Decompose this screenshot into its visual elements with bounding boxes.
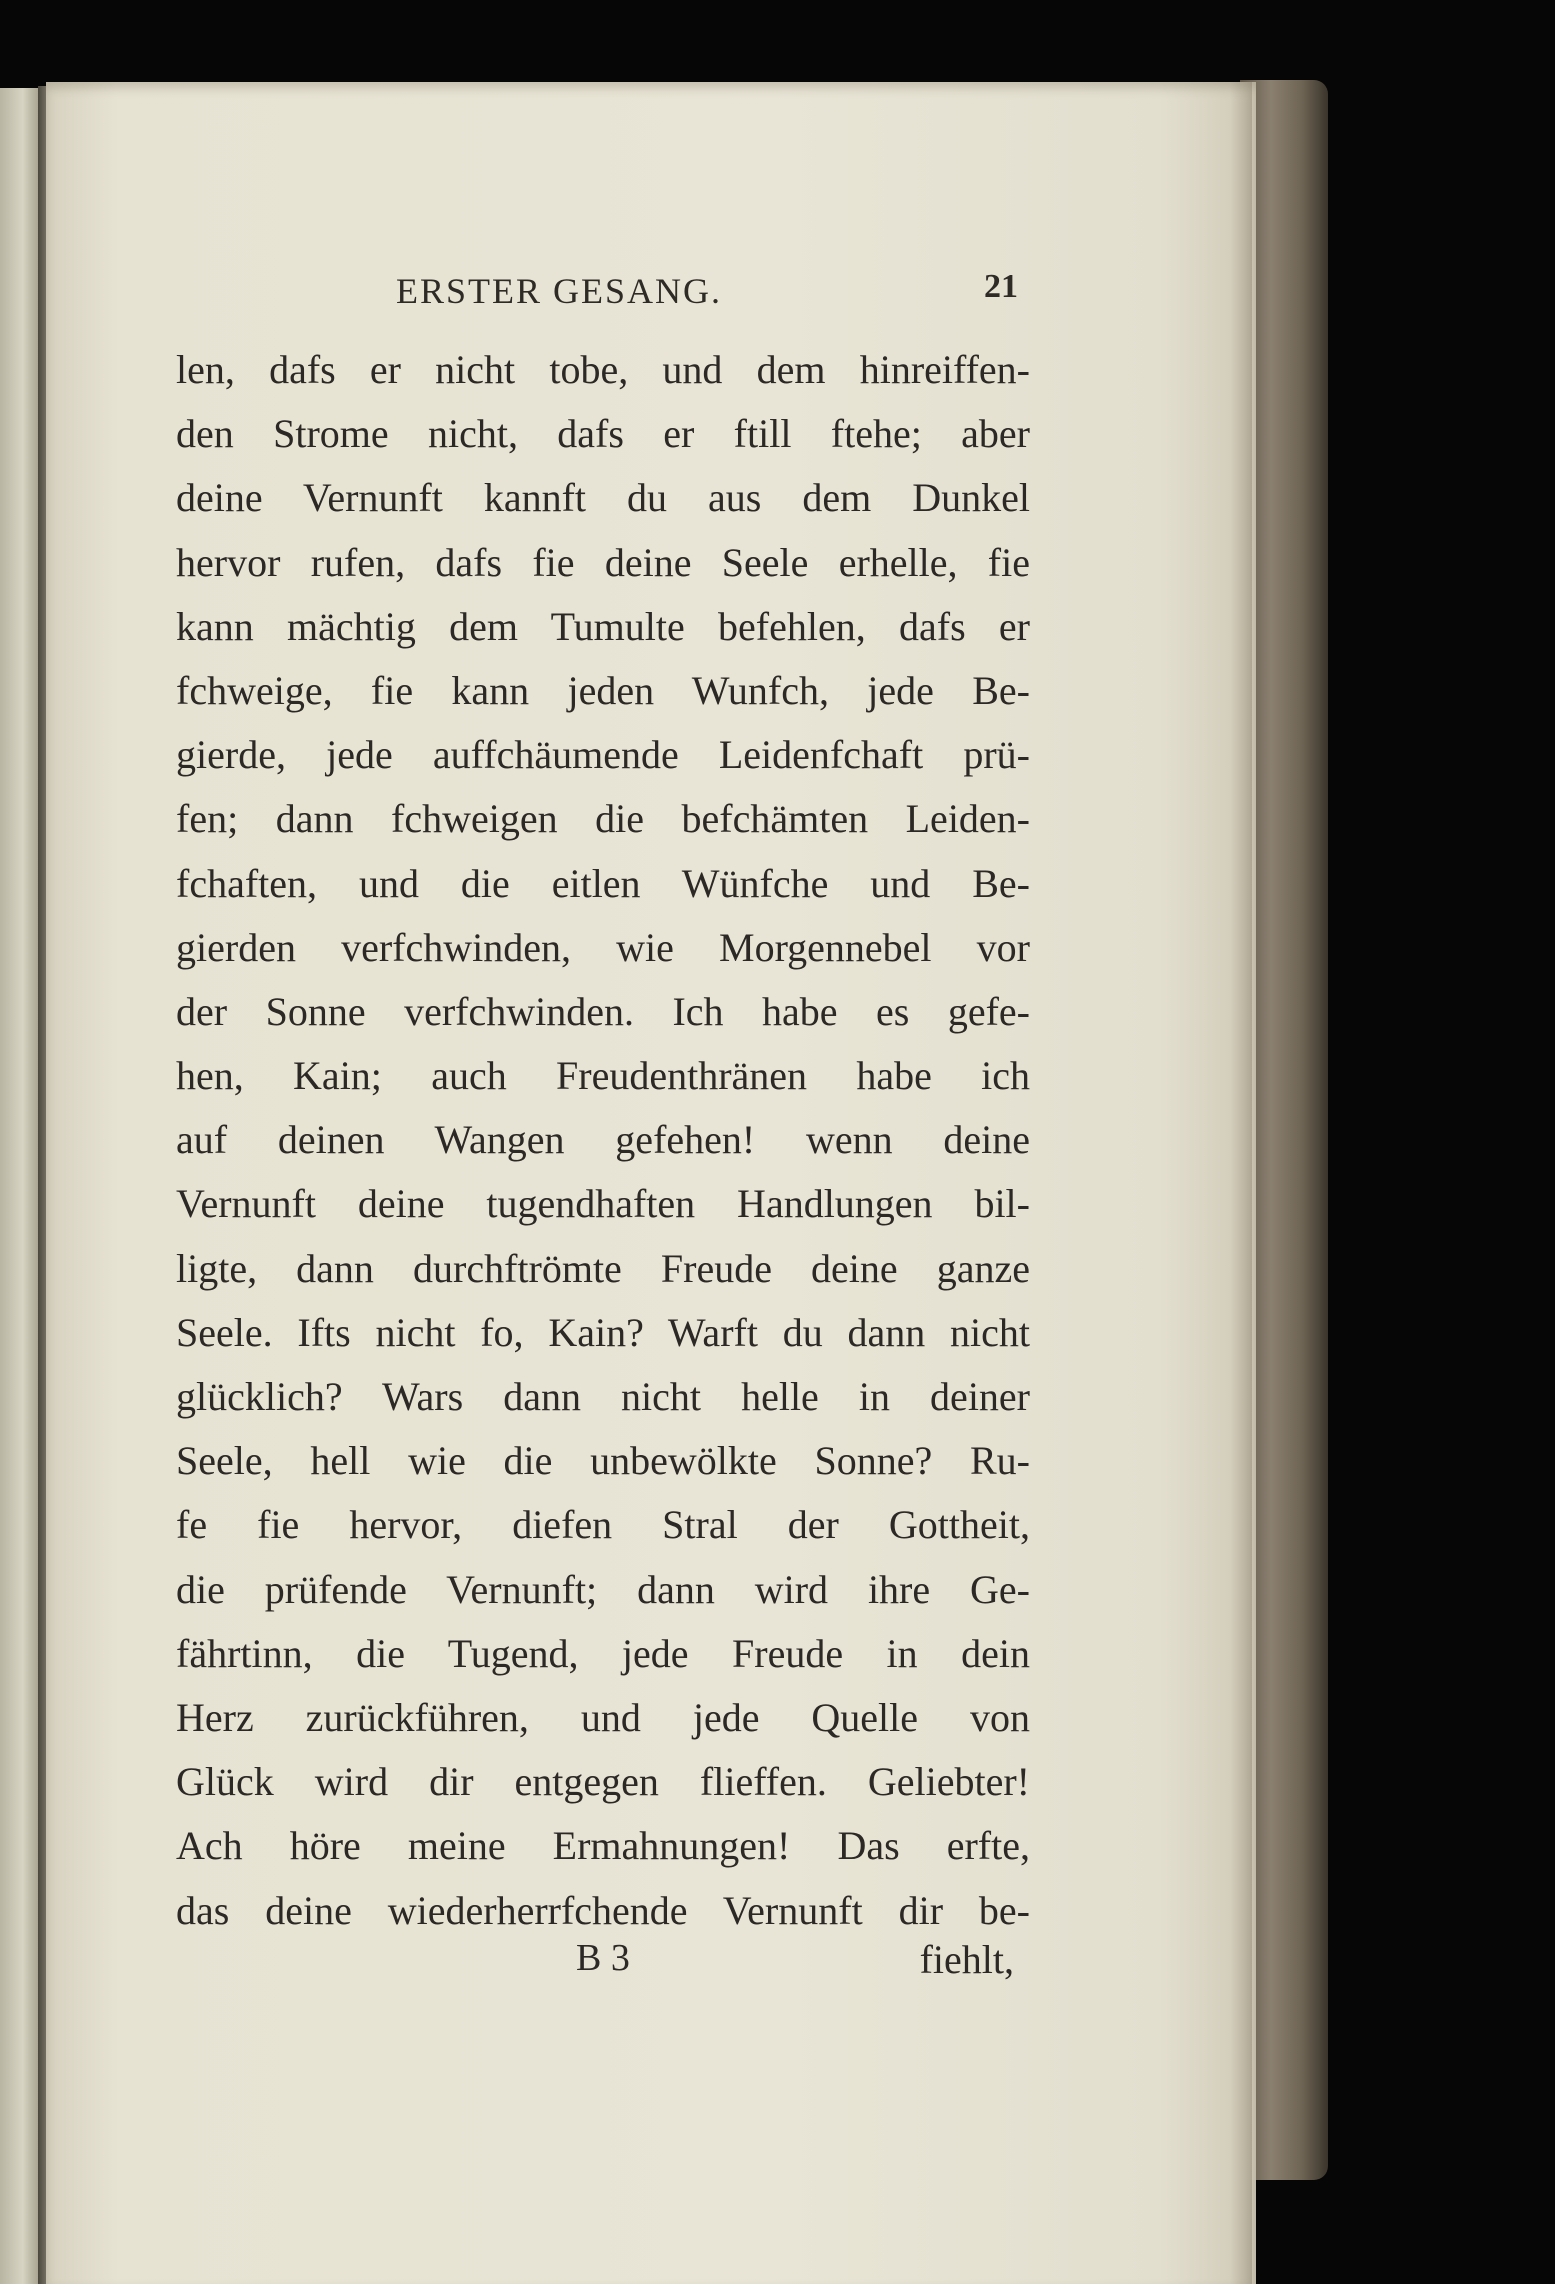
text-line: Seele, hell wie die unbewölkte Sonne? Ru- (176, 1438, 1030, 1484)
page-number: 21 (984, 268, 1018, 305)
text-line: fen; dann fchweigen die befchämten Leiden- (176, 796, 1030, 842)
text-line: das deine wiederherrfchende Vernunft dir be- (176, 1887, 1030, 1933)
facing-page-edge (0, 88, 38, 2284)
body-text (176, 338, 1030, 1943)
text-line: Seele. Ifts nicht fo, Kain? Warft du dann nicht (176, 1309, 1030, 1355)
signature-mark: B 3 (576, 1937, 630, 1979)
text-line: glücklich? Wars dann nicht helle in deiner (176, 1374, 1030, 1419)
text-line: fährtinn, die Tugend, jede Freude in dein (176, 1630, 1030, 1676)
catchword: fiehlt, (919, 1937, 1014, 1982)
text-line: gierden verfchwinden, wie Morgennebel vor (176, 924, 1030, 970)
text-line: Herz zurückführen, und jede Quelle von (176, 1694, 1030, 1740)
page-edge-shadow (1230, 82, 1252, 2284)
text-line: hen, Kain; auch Freudenthränen habe ich (176, 1053, 1030, 1099)
running-head-title: ERSTER GESANG. (396, 271, 723, 311)
page-footer (176, 1930, 1030, 1990)
text-line: die prüfende Vernunft; dann wird ihre Ge- (176, 1566, 1030, 1612)
text-line: gierde, jede auffchäumende Leidenfchaft prü- (176, 732, 1030, 778)
text-line: auf deinen Wangen gefehen! wenn deine (176, 1117, 1030, 1163)
text-line: fchweige, fie kann jeden Wunfch, jede Be- (176, 667, 1030, 713)
text-line: den Strome nicht, dafs er ftill ftehe; aber (176, 411, 1030, 457)
text-line: len, dafs er nicht tobe, und dem hinreiffen- (176, 347, 1030, 392)
text-line: Vernunft deine tugendhaften Handlungen bil- (176, 1181, 1030, 1227)
text-line: kann mächtig dem Tumulte befehlen, dafs er (176, 603, 1030, 649)
text-line: Ach höre meine Ermahnungen! Das erfte, (176, 1823, 1030, 1869)
text-line: hervor rufen, dafs fie deine Seele erhelle, fie (176, 539, 1030, 585)
text-line: fchaften, und die eitlen Wünfche und Be- (176, 860, 1030, 906)
running-head (176, 262, 1018, 322)
text-line: der Sonne verfchwinden. Ich habe es gefe- (176, 988, 1030, 1034)
text-line: fe fie hervor, diefen Stral der Gottheit, (176, 1502, 1030, 1548)
text-line: deine Vernunft kannft du aus dem Dunkel (176, 475, 1030, 521)
text-line: Glück wird dir entgegen flieffen. Geliebter! (176, 1759, 1030, 1805)
text-line: ligte, dann durchftrömte Freude deine ganze (176, 1245, 1030, 1291)
